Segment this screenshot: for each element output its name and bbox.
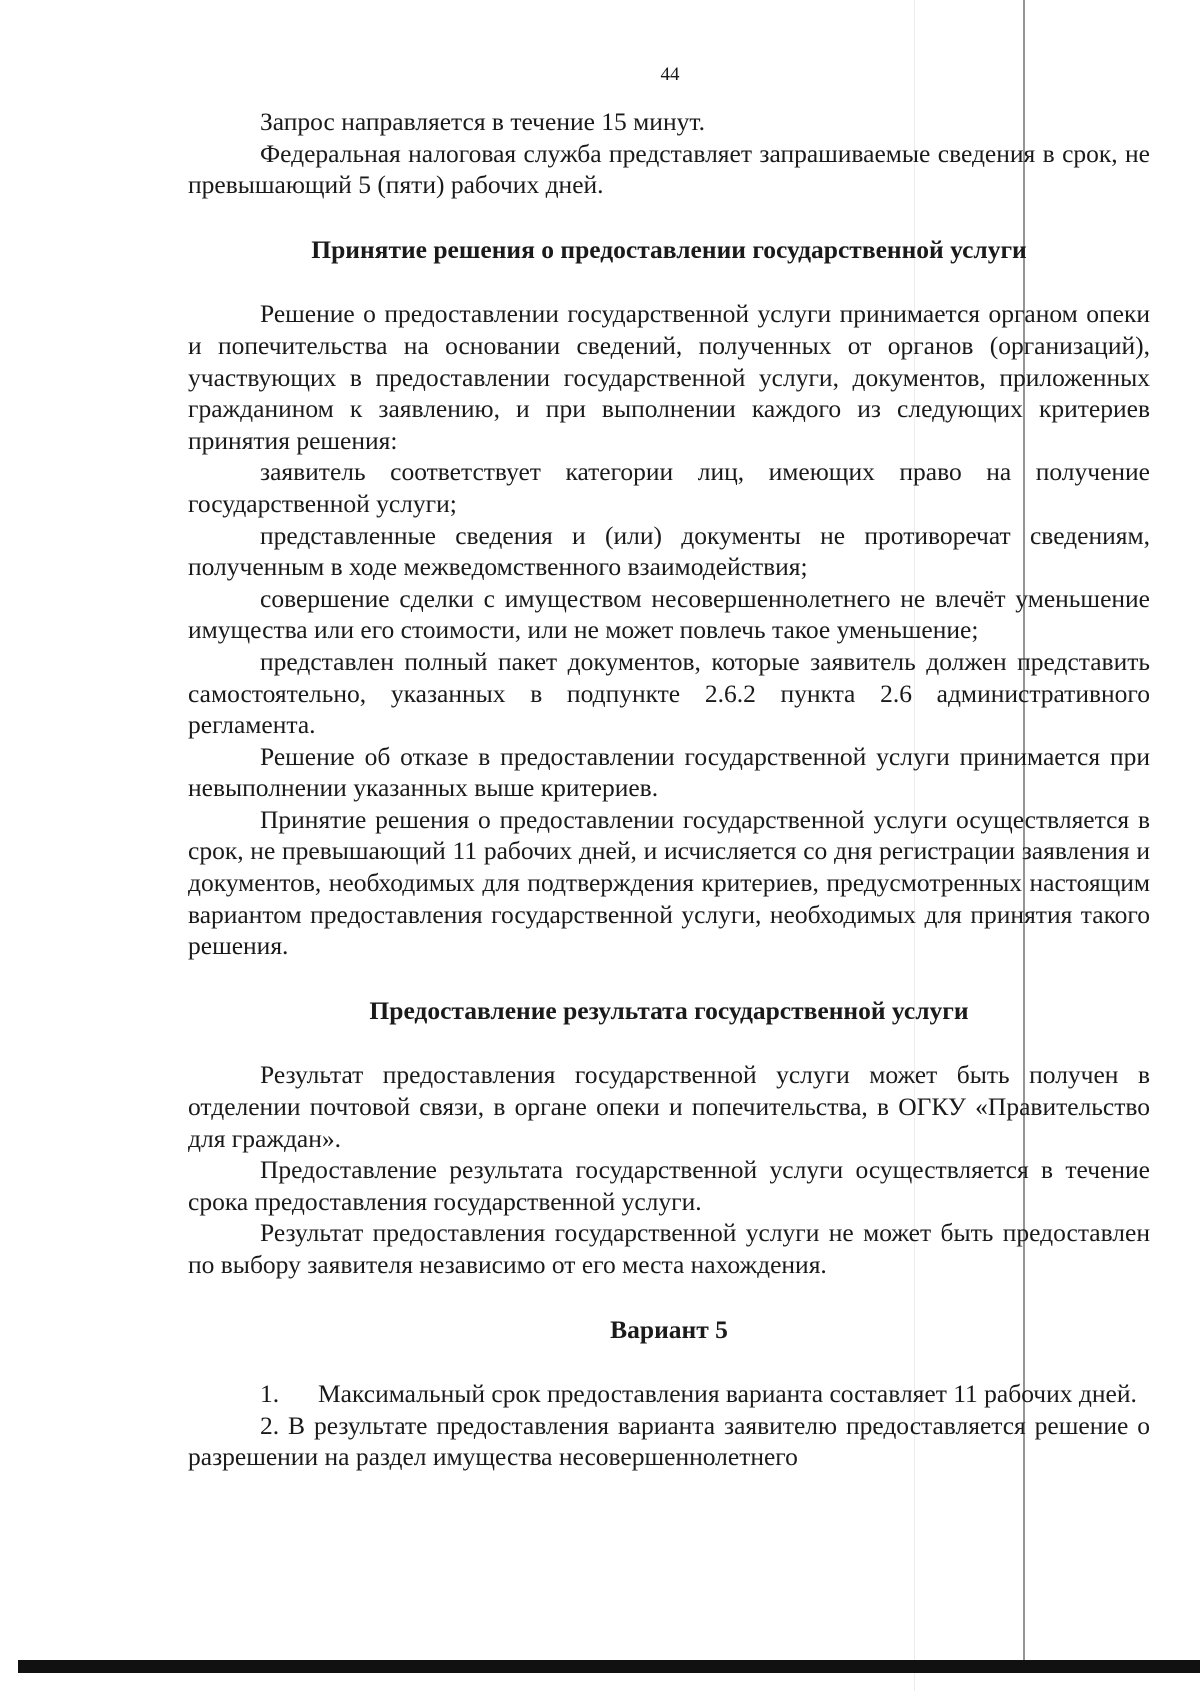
- paragraph: Результат предоставления государственной услуги не может быть предоставлен по выбору заявителя независимо от его места нахождения.: [188, 1218, 1150, 1279]
- item-number: 2.: [260, 1410, 280, 1440]
- numbered-item: [188, 1410, 1150, 1473]
- page-number: 44: [660, 64, 680, 85]
- paragraph: Принятие решения о предоставлении государственной услуги осуществляется в срок, не превышающий 11 рабочих дней, и исчисляется со дня регистрации заявления и документов, необходимых для подтверждения критериев, предусмотренных настоящим вариантом предоставления государственной услуги, необходимых для принятия такого решения.: [188, 804, 1150, 961]
- section-heading: Вариант 5: [610, 1314, 728, 1344]
- criterion-paragraph: представленные сведения и (или) документы не противоречат сведениям, полученным в ходе межведомственного взаимодействия;: [188, 520, 1150, 582]
- numbered-item: [188, 1378, 1150, 1410]
- item-text: В результате предоставления варианта заявителю предоставляется решение о разрешении на раздел имущества несовершеннолетнего: [188, 1410, 1150, 1472]
- item-text: Максимальный срок предоставления варианта составляет 11 рабочих дней.: [318, 1379, 1137, 1409]
- scan-artifact-bottom-bar: [18, 1660, 1200, 1673]
- paragraph: Федеральная налоговая служба представляет запрашиваемые сведения в срок, не превышающий 5 (пяти) рабочих дней.: [188, 138, 1150, 200]
- section-heading: Принятие решения о предоставлении государственной услуги: [311, 234, 1027, 264]
- item-number: 1.: [260, 1379, 280, 1409]
- paragraph: Запрос направляется в течение 15 минут.: [260, 107, 705, 136]
- paragraph: Решение о предоставлении государственной услуги принимается органом опеки и попечительства на основании сведений, полученных от органов (организаций), участвующих в предоставлении государственной услуги, документов, приложенных гражданином к заявлению, и при выполнении каждого из следующих критериев принятия решения:: [188, 299, 1150, 455]
- paragraph: Результат предоставления государственной услуги может быть получен в отделении почтовой связи, в органе опеки и попечительства, в ОГКУ «Правительство для граждан».: [188, 1060, 1150, 1153]
- criterion-paragraph: совершение сделки с имуществом несовершеннолетнего не влечёт уменьшение имущества или его стоимости, или не может повлечь такое уменьшение;: [188, 583, 1150, 645]
- section-heading: Предоставление результата государственной услуги: [369, 995, 969, 1025]
- criterion-paragraph: заявитель соответствует категории лиц, имеющих право на получение государственной услуги;: [188, 457, 1150, 518]
- paragraph: Решение об отказе в предоставлении государственной услуги принимается при невыполнении указанных выше критериев.: [188, 741, 1150, 803]
- document-body: [188, 106, 1150, 1473]
- criterion-paragraph: представлен полный пакет документов, которые заявитель должен представить самостоятельно, указанных в подпункте 2.6.2 пункта 2.6 административного регламента.: [188, 646, 1150, 740]
- paragraph: Предоставление результата государственной услуги осуществляется в течение срока предоставления государственной услуги.: [188, 1155, 1150, 1216]
